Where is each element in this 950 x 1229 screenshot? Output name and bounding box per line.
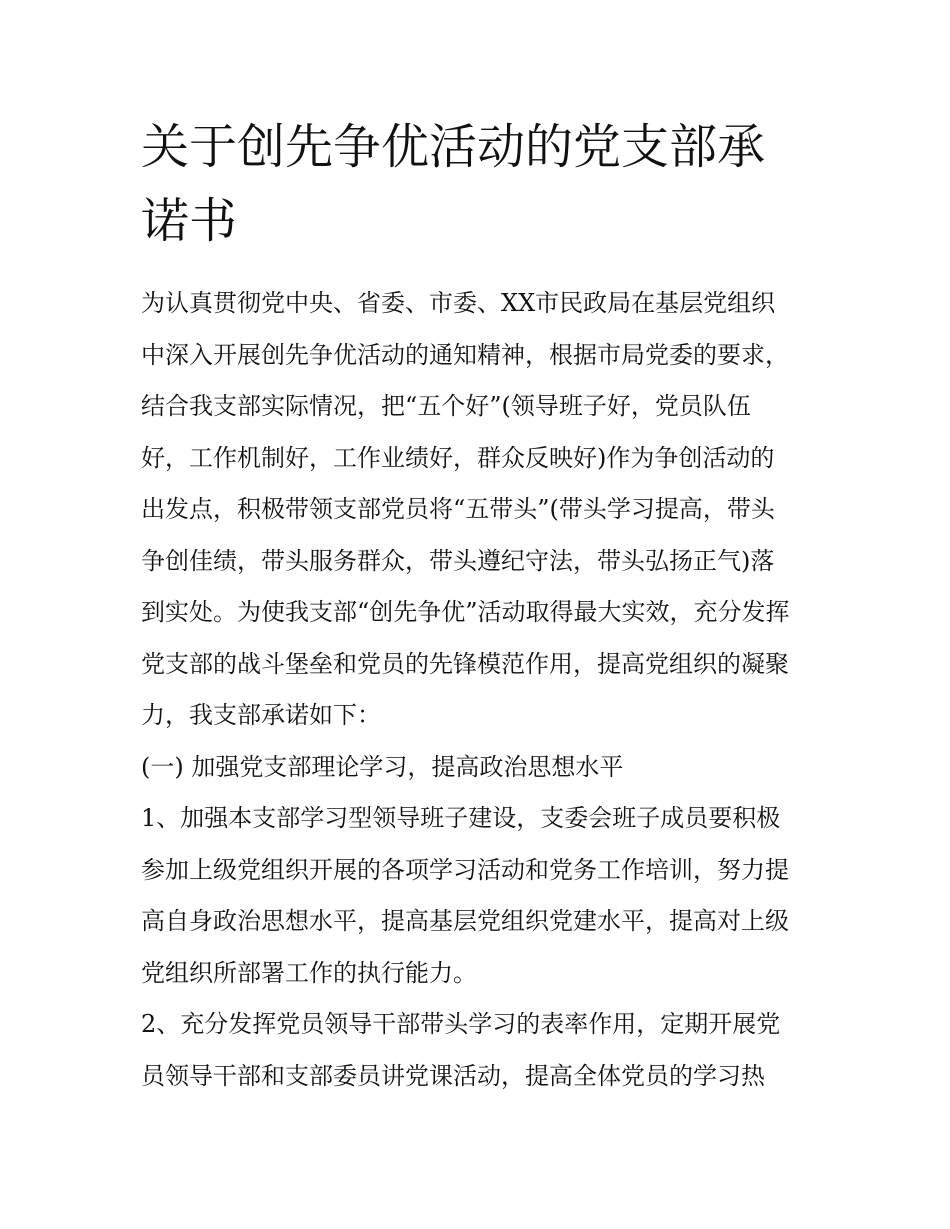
body-line-2: 中深入开展创先争优活动的通知精神，根据市局党委的要求， xyxy=(141,340,789,369)
body-line-13: 高自身政治思想水平，提高基层党组织党建水平，提高对上级 xyxy=(141,907,789,935)
title-line-1: 关于创先争优活动的党支部承 xyxy=(141,119,766,175)
body-line-12: 参加上级党组织开展的各项学习活动和党务工作培训，努力提 xyxy=(141,855,789,884)
body-line-3: 结合我支部实际情况，把“五个好”(领导班子好，党员队伍 xyxy=(141,392,751,420)
document-title xyxy=(141,110,821,258)
body-line-4: 好，工作机制好，工作业绩好，群众反映好)作为争创活动的 xyxy=(141,443,775,472)
body-line-15: 2、充分发挥党员领导干部带头学习的表率作用，定期开展党 xyxy=(141,1010,781,1038)
body-line-14: 党组织所部署工作的执行能力。 xyxy=(141,958,477,987)
document-body xyxy=(141,278,821,1102)
body-line-16: 员领导干部和支部委员讲党课活动，提高全体党员的学习热 xyxy=(141,1061,765,1090)
section-heading-1: (一) 加强党支部理论学习，提高政治思想水平 xyxy=(141,752,624,781)
title-line-2: 诺书 xyxy=(141,193,238,249)
body-line-6: 争创佳绩，带头服务群众，带头遵纪守法，带头弘扬正气)落 xyxy=(141,546,775,575)
body-line-11: 1、加强本支部学习型领导班子建设，支委会班子成员要积极 xyxy=(141,804,781,832)
body-line-5: 出发点，积极带领支部党员将“五带头”(带头学习提高，带头 xyxy=(141,495,775,523)
body-line-1: 为认真贯彻党中央、省委、市委、XX市民政局在基层党组织 xyxy=(141,289,776,317)
body-line-9: 力，我支部承诺如下： xyxy=(141,701,381,729)
body-line-8: 党支部的战斗堡垒和党员的先锋模范作用，提高党组织的凝聚 xyxy=(141,649,789,678)
body-line-7: 到实处。为使我支部“创先争优”活动取得最大实效，充分发挥 xyxy=(141,598,790,626)
